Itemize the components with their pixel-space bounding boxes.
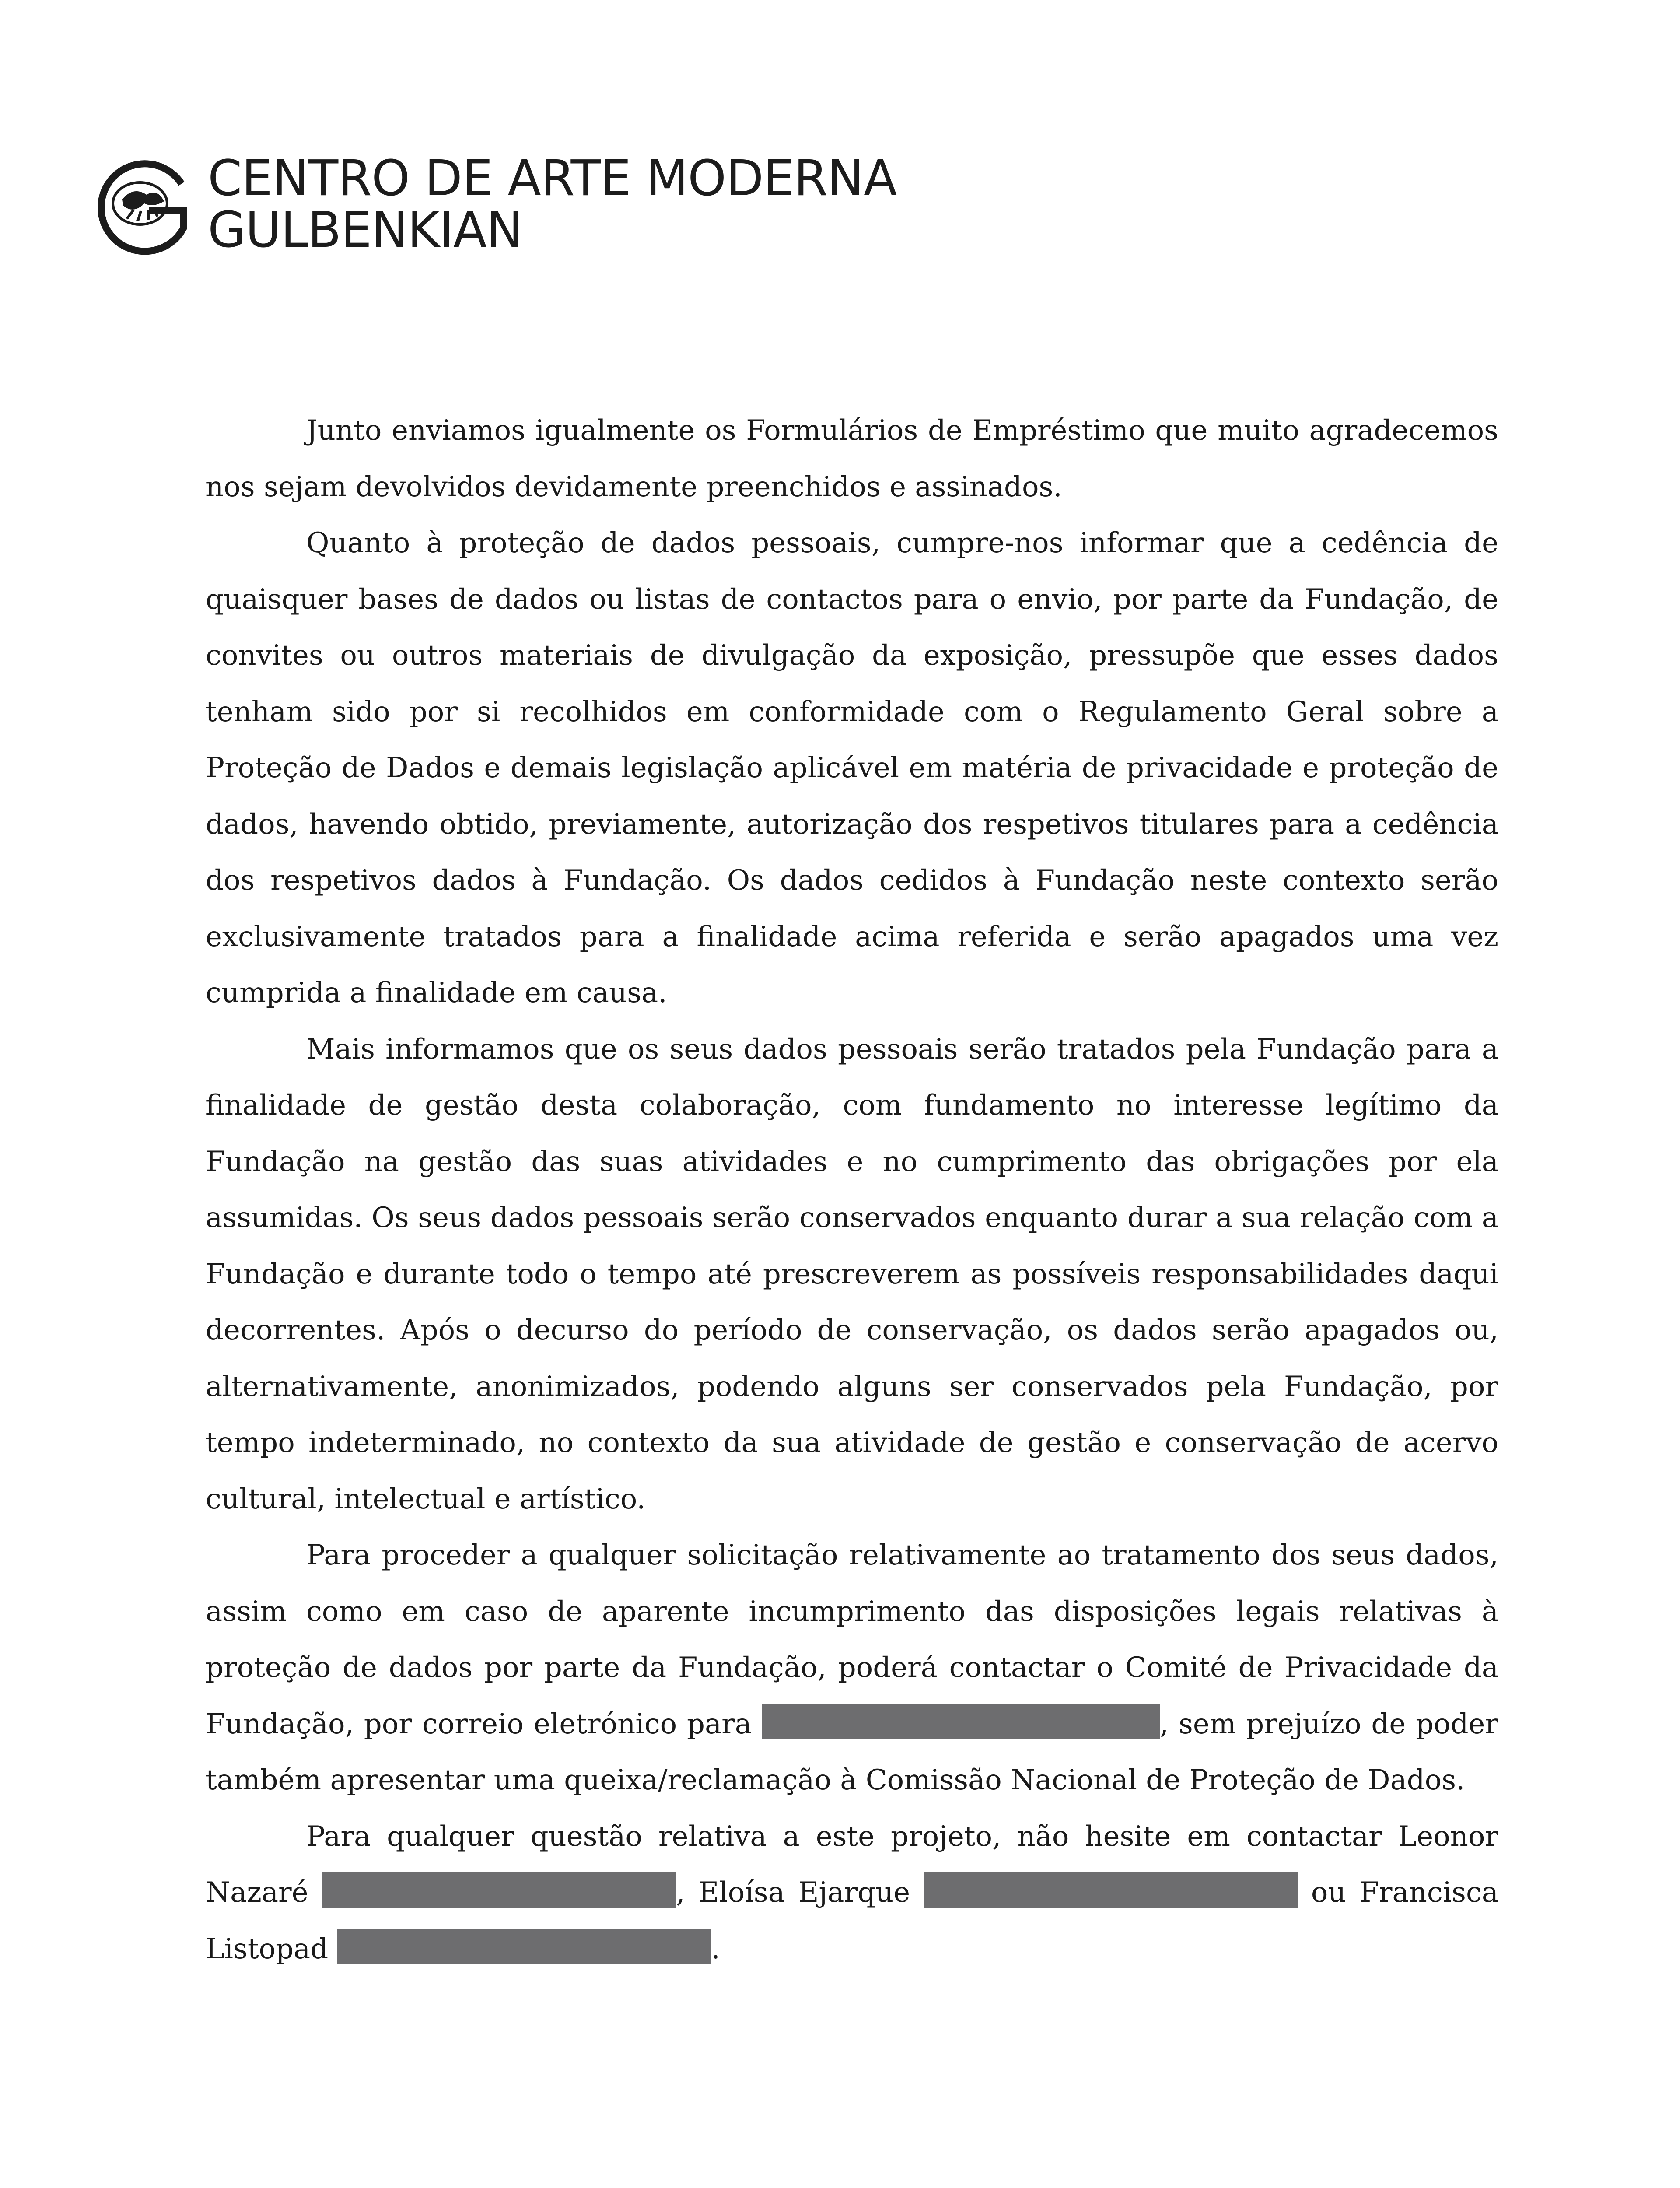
- contacts-text-3: ou Francisca Listopad: [206, 1876, 1499, 1965]
- paragraph-data-protection: Quanto à proteção de dados pessoais, cumpre-nos informar que a cedência de quaisquer bases de dados ou listas de contactos para o envio, por parte da Fundação, de convites ou outros materiais de divulgação da exposição, pressupõe que esses dados tenham sido por si recolhidos em conformidade com o Regulamento Geral sobre a Proteção de Dados e demais legislação aplicável em matéria de privacidade e proteção de dados, havendo obtido, previamente, autorização dos respetivos titulares para a cedência dos respetivos dados à Fundação. Os dados cedidos à Fundação neste contexto serão exclusivamente tratados para a finalidade acima referida e serão apagados uma vez cumprida a finalidade em causa.: [206, 527, 1498, 1009]
- privacy-text-after: , sem prejuízo de poder também apresentar uma queixa/reclamação à Comissão Nacional de Proteção de Dados.: [206, 1708, 1498, 1796]
- logo-title-line1: CENTRO DE ARTE MODERNA: [208, 150, 897, 207]
- paragraph-personal-data: Mais informamos que os seus dados pessoais serão tratados pela Fundação para a finalidade de gestão desta colaboração, com fundamento no interesse legítimo da Fundação na gestão das suas atividades e no cumprimento das obrigações por ela assumidas. Os seus dados pessoais serão conservados enquanto durar a sua relação com a Fundação e durante todo o tempo até prescreverem as possíveis responsabilidades daqui decorrentes. Após o decurso do período de conservação, os dados serão apagados ou, alternativamente, anonimizados, podendo alguns ser conservados pela Fundação, por tempo indeterminado, no contexto da sua atividade de gestão e conservação de acervo cultural, intelectual e artístico.: [206, 1033, 1498, 1515]
- paragraph-loan-forms: Junto enviamos igualmente os Formulários de Empréstimo que muito agradecemos nos sejam devolvidos devidamente preenchidos e assinados.: [206, 414, 1498, 503]
- paragraph-contacts: [206, 1809, 1498, 1978]
- contacts-text-2: , Eloísa Ejarque: [676, 1876, 924, 1909]
- gulbenkian-g-emblem-icon: [92, 153, 197, 263]
- redacted-email: [762, 1704, 1160, 1739]
- redacted-contact-francisca: [337, 1929, 711, 1964]
- paragraph-privacy-committee: [206, 1527, 1498, 1809]
- contacts-text-1: Para qualquer questão relativa a este projeto, não hesite em contactar Leonor Nazaré: [206, 1820, 1498, 1909]
- privacy-text-before: Para proceder a qualquer solicitação relativamente ao tratamento dos seus dados, assim como em caso de aparente incumprimento das disposições legais relativas à proteção de dados por parte da Fundação, poderá contactar o Comité de Privacidade da Fundação, por correio eletrónico para: [206, 1539, 1498, 1740]
- redacted-contact-leonor: [322, 1872, 676, 1908]
- letter-body: [206, 403, 1498, 1977]
- letterhead-logo: [92, 144, 923, 276]
- logo-title-line2: GULBENKIAN: [208, 202, 523, 259]
- contacts-text-end: .: [711, 1932, 720, 1965]
- redacted-contact-eloisa: [924, 1872, 1298, 1908]
